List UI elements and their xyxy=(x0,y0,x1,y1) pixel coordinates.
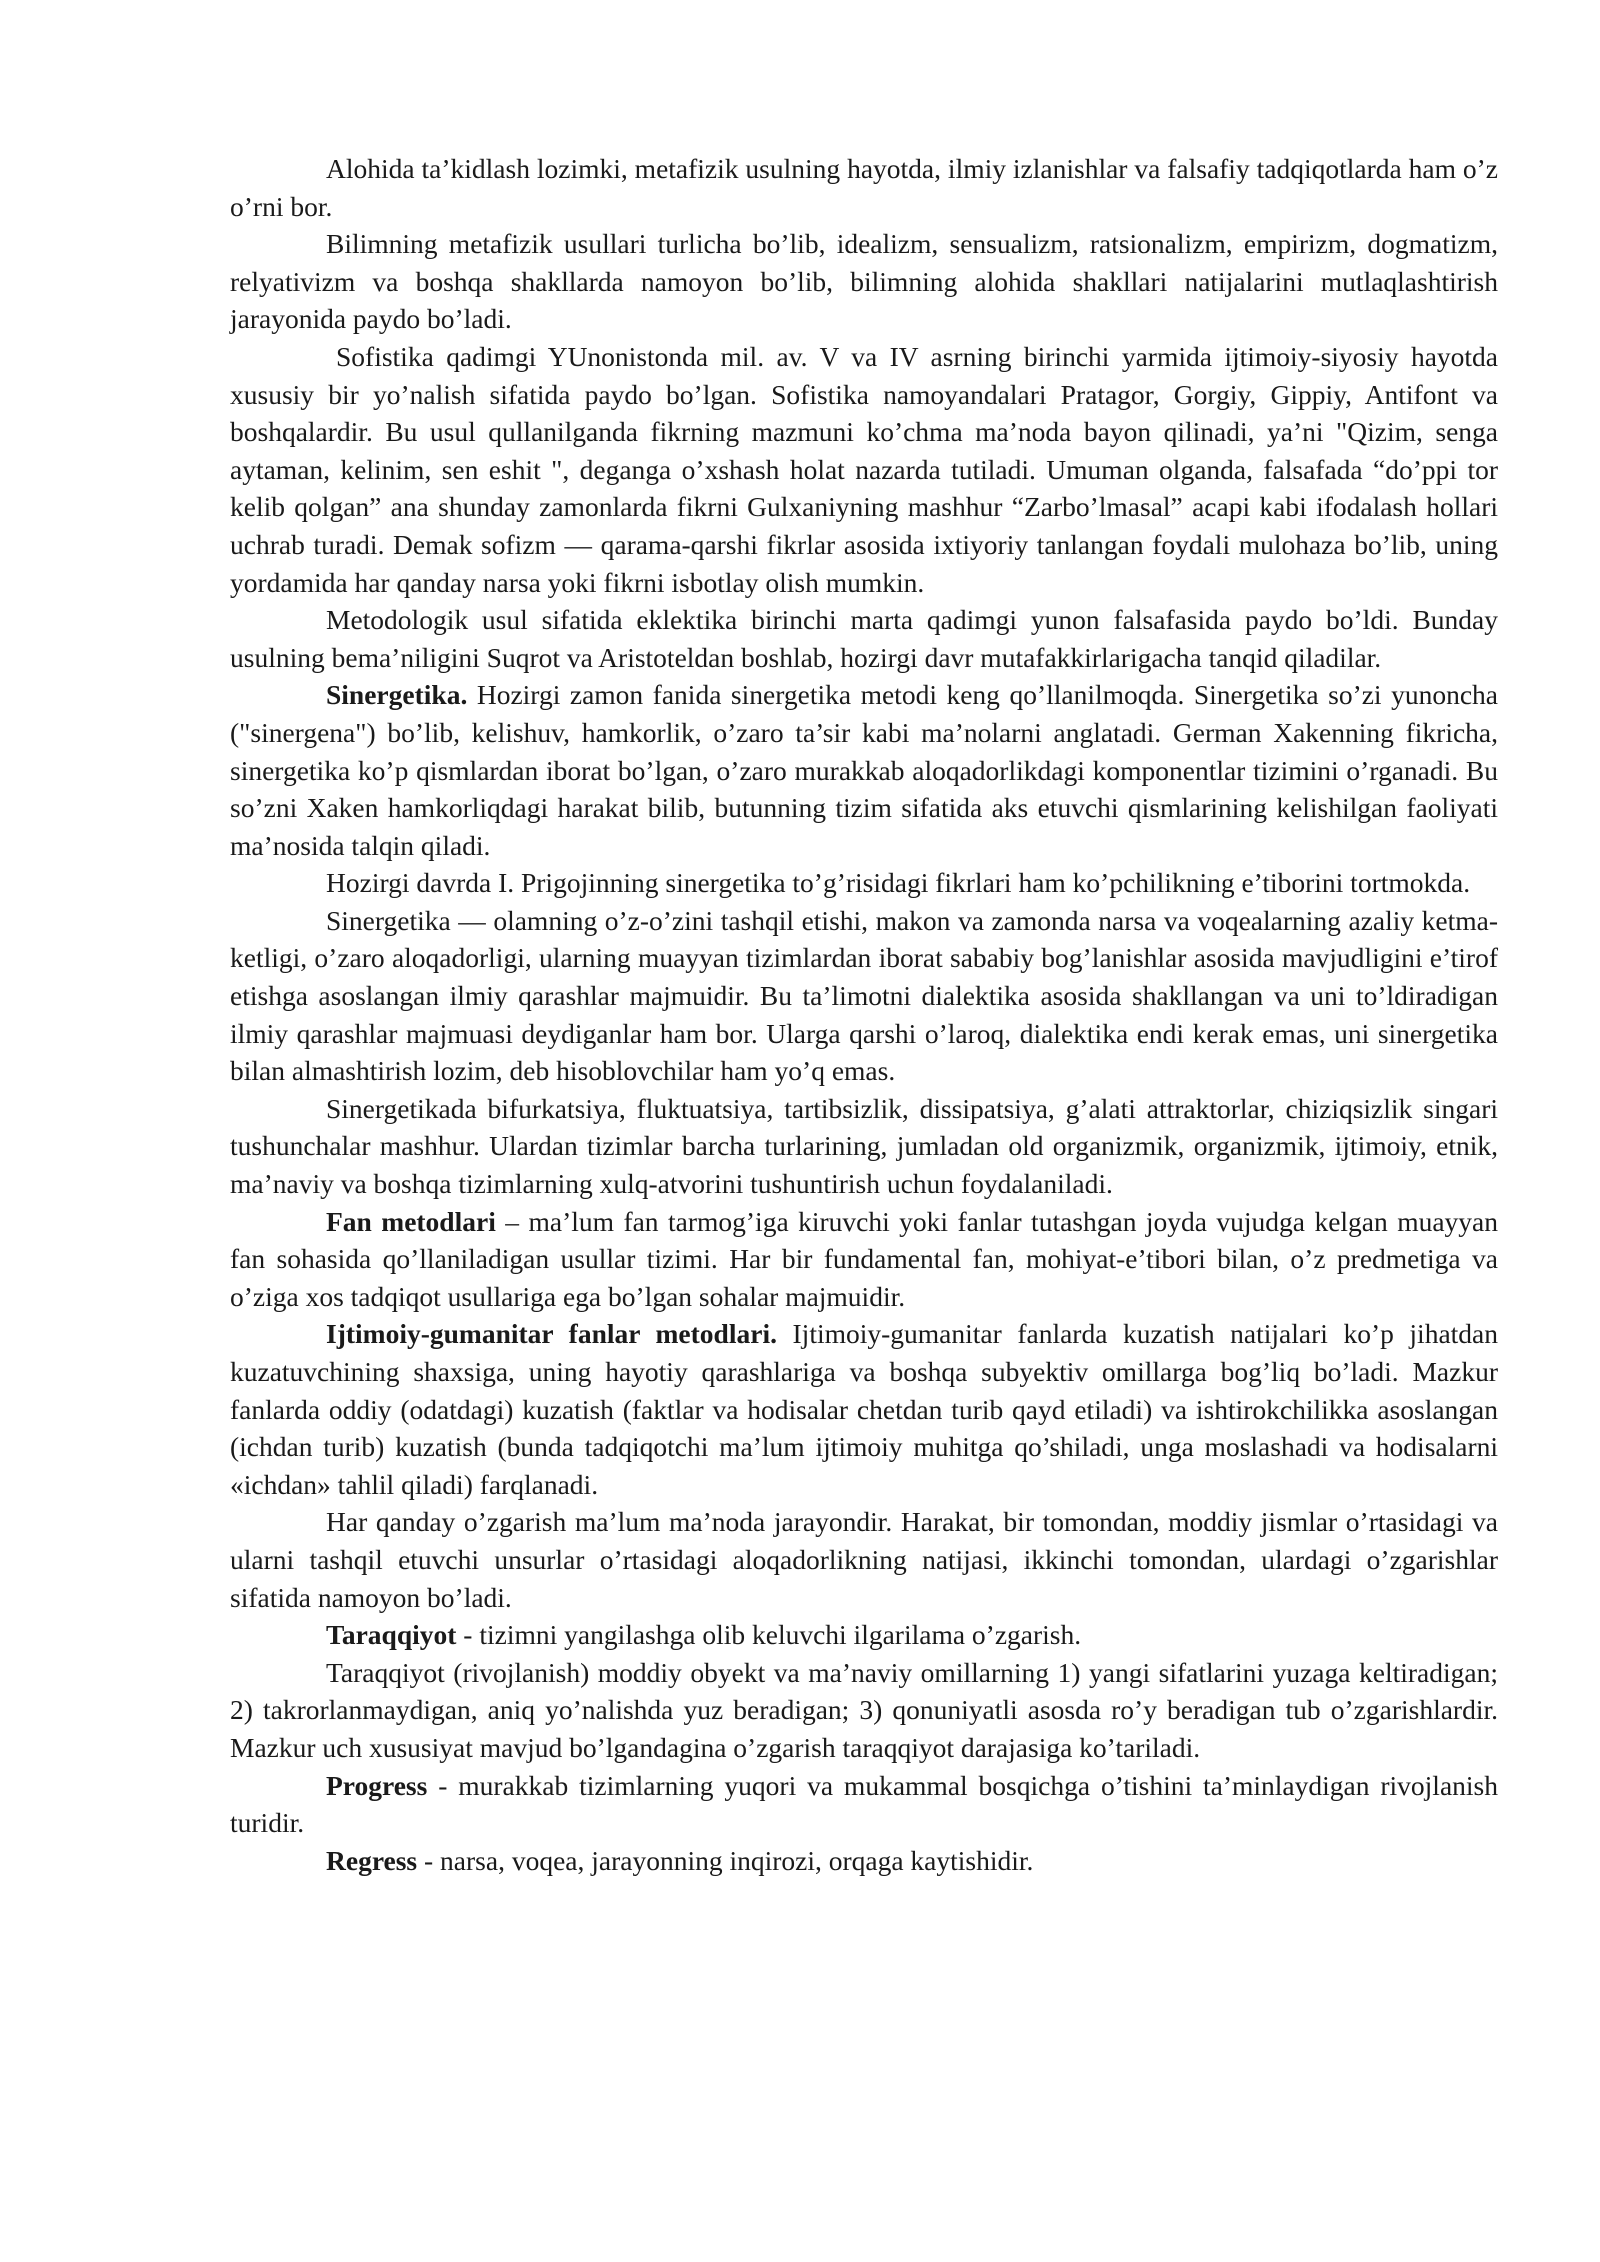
paragraph-metaphysics-forms xyxy=(230,225,1498,338)
term-heading: Taraqqiyot xyxy=(326,1619,457,1651)
paragraph-change-process xyxy=(230,1503,1498,1616)
term-heading: Sinergetika. xyxy=(326,679,468,711)
paragraph-text: Sinergetika — olamning o’z-o’zini tashqil etishi, makon va zamonda narsa va voqealarning azaliy ketma-ketligi, o’zaro aloqadorligi, ularning muayyan tizimlardan iborat sababiy bog’lanishlar asosida mavjudligini e’tirof etishga asoslangan ilmiy qarashlar majmuidir. Bu ta’limotni dialektika asosida shakllangan va uni to’ldiradigan ilmiy qarashlar majmuasi deydiganlar ham bor. Ularga qarshi o’laroq, dialektika endi kerak emas, uni sinergetika bilan almashtirish lozim, deb hisoblovchilar ham yo’q emas. xyxy=(230,904,1498,1087)
paragraph-synergetics-concepts xyxy=(230,1090,1498,1203)
term-heading: Fan metodlari xyxy=(326,1205,496,1237)
document-page xyxy=(230,150,1498,1879)
paragraph-text: Sinergetikada bifurkatsiya, fluktuatsiya, tartibsizlik, dissipatsiya, g’alati attraktorlar, chiziqsizlik singari tushunchalar mashhur. Ulardan tizimlar barcha turlarining, jumladan old organizmik, organizmik, ijtimoiy, etnik, ma’naviy va boshqa tizimlarning xulq-atvorini tushuntirish uchun foydalaniladi. xyxy=(230,1092,1498,1200)
paragraph-eclecticism xyxy=(230,601,1498,676)
paragraph-text: Hozirgi zamon fanida sinergetika metodi keng qo’llanilmoqda. Sinergetika so’zi yunoncha ("sinergena") bo’lib, kelishuv, hamkorlik, o’zaro ta’sir kabi ma’nolarni anglatadi. German Xakenning fikricha, sinergetika ko’p qismlardan iborat bo’lgan, o’zaro murakkab aloqadorlikdagi komponentlar tizimini o’rganadi. Bu so’zni Xaken hamkorliqdagi harakat bilib, butunning tizim sifatida aks etuvchi qismlarining kelishilgan faoliyati ma’nosida talqin qiladi. xyxy=(230,679,1498,861)
paragraph-social-humanities-methods xyxy=(230,1315,1498,1503)
term-heading: Ijtimoiy-gumanitar fanlar metodlari. xyxy=(326,1318,777,1350)
paragraph-regress xyxy=(230,1842,1498,1880)
paragraph-text: - narsa, voqea, jarayonning inqirozi, orqaga kaytishidir. xyxy=(417,1844,1034,1876)
paragraph-development-term xyxy=(230,1616,1498,1654)
paragraph-synergetics-definition xyxy=(230,902,1498,1090)
paragraph-text: Bilimning metafizik usullari turlicha bo’lib, idealizm, sensualizm, ratsionalizm, empirizm, dogmatizm, relyativizm va boshqa shakllarda namoyon bo’lib, bilimning alohida shakllari natijalarini mutlaqlashtirish jarayonida paydo bo’ladi. xyxy=(230,228,1498,335)
paragraph-text: – ma’lum fan tarmog’iga kiruvchi yoki fanlar tutashgan joyda vujudga kelgan muayyan fan sohasida qo’llaniladigan usullar tizimi. Har bir fundamental fan, mohiyat-e’tibori bilan, o’z predmetiga va o’ziga xos tadqiqot usullariga ega bo’lgan sohalar majmuidir. xyxy=(230,1205,1498,1312)
term-heading: Progress xyxy=(326,1769,428,1801)
paragraph-text: - murakkab tizimlarning yuqori va mukammal bosqichga o’tishini ta’minlaydigan rivojlanish turidir. xyxy=(230,1769,1498,1839)
paragraph-text: Hozirgi davrda I. Prigojinning sinergetika to’g’risidagi fikrlari ham ko’pchilikning e’tiborini tortmokda. xyxy=(326,867,1471,899)
paragraph-text: - tizimni yangilashga olib keluvchi ilgarilama o’zgarish. xyxy=(456,1619,1082,1651)
paragraph-progress xyxy=(230,1767,1498,1842)
paragraph-science-methods xyxy=(230,1203,1498,1316)
paragraph-synergetics xyxy=(230,676,1498,864)
paragraph-prigogine xyxy=(230,864,1498,902)
paragraph-metaphysics-place xyxy=(230,150,1498,225)
paragraph-text: Alohida ta’kidlash lozimki, metafizik usulning hayotda, ilmiy izlanishlar va falsafiy tadqiqotlarda ham o’z o’rni bor. xyxy=(230,153,1498,222)
paragraph-text: Har qanday o’zgarish ma’lum ma’noda jarayondir. Harakat, bir tomondan, moddiy jismlar o’rtasidagi va ularni tashqil etuvchi unsurlar o’rtasidagi aloqadorlikning natijasi, ikkinchi tomondan, ulardagi o’zgarishlar sifatida namoyon bo’ladi. xyxy=(230,1506,1498,1613)
paragraph-text: Taraqqiyot (rivojlanish) moddiy obyekt va ma’naviy omillarning 1) yangi sifatlarini yuzaga keltiradigan; 2) takrorlanmaydigan, aniq yo’nalishda yuz beradigan; 3) qonuniyatli asosda ro’y beradigan tub o’zgarishlardir. Mazkur uch xususiyat mavjud bo’lgandagina o’zgarish taraqqiyot darajasiga ko’tariladi. xyxy=(230,1656,1498,1763)
paragraph-text: Sofistika qadimgi YUnonistonda mil. av. V va IV asrning birinchi yarmida ijtimoiy-siyosiy hayotda xususiy bir yo’nalish sifatida paydo bo’lgan. Sofistika namoyandalari Pratagor, Gorgiy, Gippiy, Antifont va boshqalardir. Bu usul qullanilganda fikrning mazmuni ko’chma ma’noda bayon qilinadi, ya’ni "Qizim, senga aytaman, kelinim, sen eshit ", deganga o’xshash holat nazarda tutiladi. Umuman olganda, falsafada “do’ppi tor kelib qolgan” ana shunday zamonlarda fikrni Gulxaniyning mashhur “Zarbo’lmasal” acapi kabi ifodalash hollari uchrab turadi. Demak sofizm — qarama-qarshi fikrlar asosida ixtiyoriy tanlangan foydali mulohaza bo’lib, uning yordamida har qanday narsa yoki fikrni isbotlay olish mumkin. xyxy=(230,340,1498,598)
term-heading: Regress xyxy=(326,1844,418,1876)
paragraph-sophistics xyxy=(230,338,1498,601)
paragraph-text: Metodologik usul sifatida eklektika birinchi marta qadimgi yunon falsafasida paydo bo’ldi. Bunday usulning bema’niligini Suqrot va Aristoteldan boshlab, hozirgi davr mutafakkirlarigacha tanqid qiladilar. xyxy=(230,604,1498,673)
paragraph-text: Ijtimoiy-gumanitar fanlarda kuzatish natijalari ko’p jihatdan kuzatuvchining shaxsiga, uning hayotiy qarashlariga va boshqa subyektiv omillarga bog’liq bo’ladi. Mazkur fanlarda oddiy (odatdagi) kuzatish (faktlar va hodisalar chetdan turib qayd etiladi) va ishtirokchilikka asoslangan (ichdan turib) kuzatish (bunda tadqiqotchi ma’lum ijtimoiy muhitga qo’shiladi, unga moslashadi va hodisalarni «ichdan» tahlil qiladi) farqlanadi. xyxy=(230,1318,1498,1500)
paragraph-development-features xyxy=(230,1654,1498,1767)
